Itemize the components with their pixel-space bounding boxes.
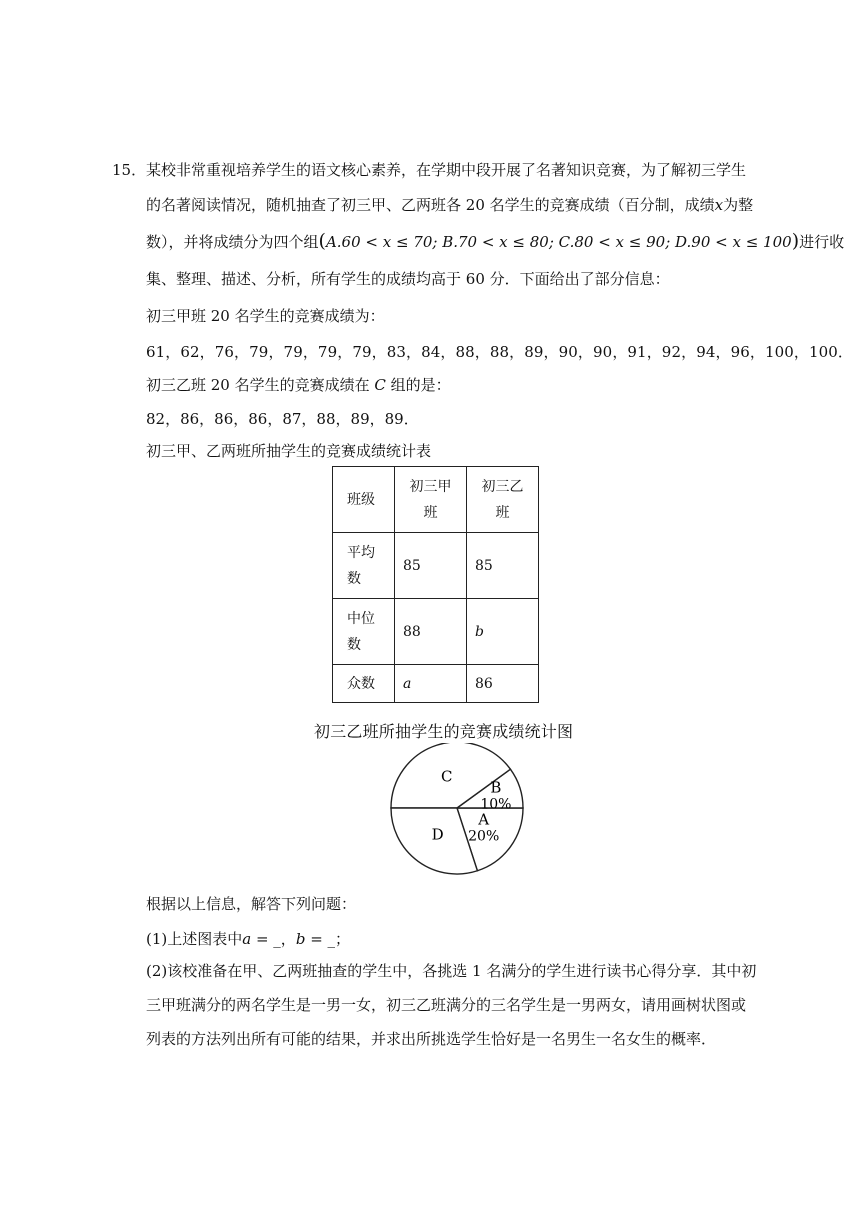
class-b-scores: 82，86，86，86，87，88，89，89． (146, 410, 419, 428)
sub-question-2-line-2: 三甲班满分的两名学生是一男一女，初三乙班满分的三名学生是一男两女，请用画树状图或 (146, 996, 747, 1014)
sub-question-2-line-3: 列表的方法列出所有可能的结果，并求出所挑选学生恰好是一名男生一名女生的概率． (146, 1030, 717, 1048)
row-label-mean: 平均 数 (333, 533, 395, 599)
pie-label-d: D (431, 825, 444, 844)
cell-mean-a: 85 (395, 533, 467, 599)
table-row (333, 533, 539, 599)
table-row (333, 665, 539, 703)
pie-chart-title: 初三乙班所抽学生的竞赛成绩统计图 (314, 722, 574, 741)
class-a-scores: 61，62，76，79，79，79，79，83，84，88，88，89，90，90，91，92，94，96，100，100． (146, 343, 854, 361)
header-class: 班级 (333, 467, 395, 533)
group-ranges: A.60 < x ≤ 70; B.70 < x ≤ 80; C.80 < x ≤ 90; D.90 < x ≤ 100 (325, 233, 792, 251)
header-class-b: 初三乙 班 (467, 467, 539, 533)
cell-mode-b: 86 (467, 665, 539, 703)
pie-value-label-b: 10% (480, 796, 512, 813)
question-number: 15． (112, 161, 147, 179)
stats-table (332, 466, 539, 703)
sub-question-1: (1)上述图表中a = _，b = _； (146, 930, 351, 948)
question-line-1: 某校非常重视培养学生的语文核心素养，在学期中段开展了名著知识竞赛，为了解初三学生 (146, 161, 747, 179)
question-line-3: 数），并将成绩分为四个组(A.60 < x ≤ 70; B.70 < x ≤ 80; C.80 < x ≤ 90; D.90 < x ≤ 100)进行收 (146, 230, 845, 252)
class-b-label: 初三乙班 20 名学生的竞赛成绩在 C 组的是： (146, 376, 451, 394)
table-caption: 初三甲、乙两班所抽学生的竞赛成绩统计表 (146, 442, 432, 460)
cell-mode-a: a (395, 665, 467, 703)
pie-label-a: A (478, 810, 490, 829)
cell-median-b: b (467, 599, 539, 665)
pie-value-label-a: 20% (468, 828, 500, 845)
question-line-2: 的名著阅读情况，随机抽查了初三甲、乙两班各 20 名学生的竞赛成绩（百分制，成绩x为整 (146, 196, 754, 214)
pie-chart (388, 743, 528, 881)
question-line-4: 集、整理、描述、分析，所有学生的成绩均高于 60 分．下面给出了部分信息： (146, 270, 670, 288)
table-row (333, 599, 539, 665)
row-label-median: 中位 数 (333, 599, 395, 665)
cell-mean-b: 85 (467, 533, 539, 599)
pie-label-c: C (441, 767, 453, 786)
table-row (333, 467, 539, 533)
prompt-text: 根据以上信息，解答下列问题： (146, 895, 357, 913)
cell-median-a: 88 (395, 599, 467, 665)
class-a-label: 初三甲班 20 名学生的竞赛成绩为： (146, 307, 385, 325)
pie-label-b: B (490, 778, 502, 797)
row-label-mode: 众数 (333, 665, 395, 703)
header-class-a: 初三甲 班 (395, 467, 467, 533)
sub-question-2-line-1: (2)该校准备在甲、乙两班抽查的学生中，各挑选 1 名满分的学生进行读书心得分享．其中初 (146, 962, 757, 980)
